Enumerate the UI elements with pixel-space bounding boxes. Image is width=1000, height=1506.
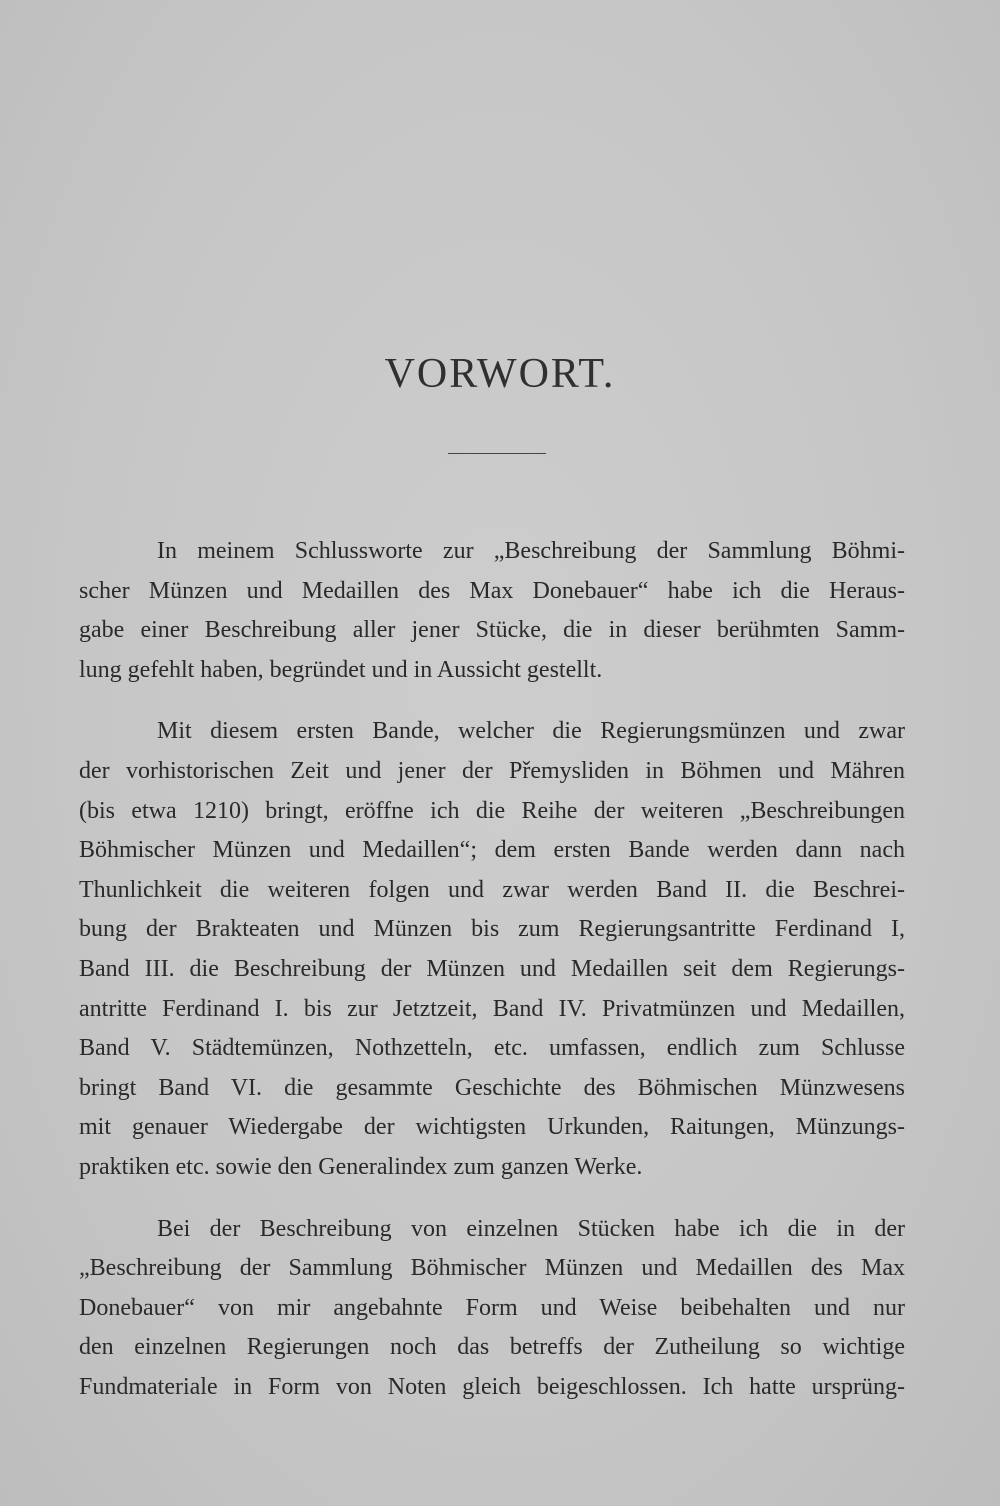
- text-line: Böhmischer Münzen und Medaillen“; dem ersten Bande werden dann nach: [79, 837, 905, 864]
- text-line: „Beschreibung der Sammlung Böhmischer Münzen und Medaillen des Max: [79, 1255, 905, 1282]
- paragraph-3: [79, 1210, 905, 1408]
- paragraph-1: [79, 532, 905, 690]
- text-line: Mit diesem ersten Bande, welcher die Regierungsmünzen und zwar: [157, 718, 905, 745]
- text-line: Band V. Städtemünzen, Nothzetteln, etc. umfassen, endlich zum Schlusse: [79, 1035, 905, 1062]
- text-line: (bis etwa 1210) bringt, eröffne ich die Reihe der weiteren „Beschreibungen: [79, 797, 905, 824]
- text-line: gabe einer Beschreibung aller jener Stücke, die in dieser berühmten Samm-: [79, 617, 905, 644]
- text-line: den einzelnen Regierungen noch das betreffs der Zutheilung so wichtige: [79, 1334, 905, 1361]
- paragraph-gap: [79, 690, 905, 712]
- page-title: VORWORT.: [384, 351, 616, 397]
- text-line: Fundmateriale in Form von Noten gleich beigeschlossen. Ich hatte ursprüng-: [79, 1373, 905, 1400]
- text-line: mit genauer Wiedergabe der wichtigsten Urkunden, Raitungen, Münzungs-: [79, 1114, 905, 1141]
- text-line: bringt Band VI. die gesammte Geschichte des Böhmischen Münzwesens: [79, 1074, 905, 1101]
- text-line: der vorhistorischen Zeit und jener der Přemysliden in Böhmen und Mähren: [79, 757, 905, 784]
- text-line: scher Münzen und Medaillen des Max Donebauer“ habe ich die Heraus-: [79, 577, 905, 604]
- title-divider: [448, 453, 546, 454]
- text-line: In meinem Schlussworte zur „Beschreibung der Sammlung Böhmi-: [157, 538, 905, 564]
- paragraph-2: [79, 712, 905, 1187]
- paragraph-gap: [79, 1188, 905, 1210]
- text-line: Thunlichkeit die weiteren folgen und zwar werden Band II. die Beschrei-: [79, 876, 905, 903]
- text-line: bung der Brakteaten und Münzen bis zum Regierungsantritte Ferdinand I,: [79, 916, 905, 943]
- body-text: [79, 532, 905, 1407]
- text-line: Bei der Beschreibung von einzelnen Stücken habe ich die in der: [157, 1215, 905, 1242]
- text-line: lung gefehlt haben, begründet und in Aussicht gestellt.: [79, 656, 603, 683]
- text-line: antritte Ferdinand I. bis zur Jetztzeit, Band IV. Privatmünzen und Medaillen,: [79, 995, 905, 1022]
- text-line: Band III. die Beschreibung der Münzen und Medaillen seit dem Regierungs-: [79, 955, 905, 982]
- text-line: praktiken etc. sowie den Generalindex zum ganzen Werke.: [79, 1153, 643, 1180]
- text-line: Donebauer“ von mir angebahnte Form und Weise beibehalten und nur: [79, 1294, 905, 1321]
